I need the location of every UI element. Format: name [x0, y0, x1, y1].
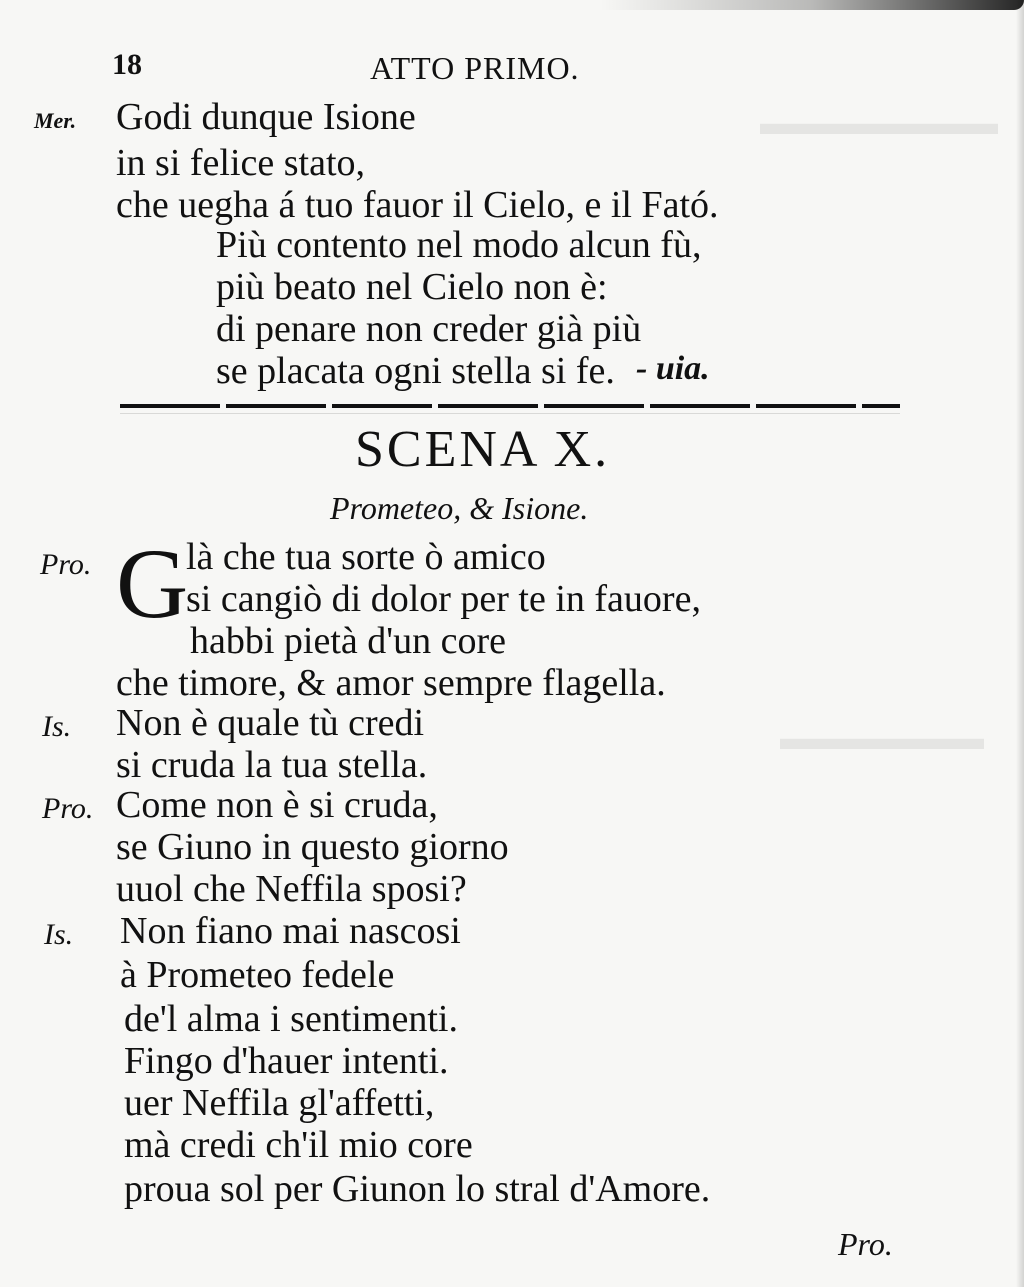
verse-line: si cruda la tua stella.	[116, 744, 428, 786]
verse-line: proua sol per Giunon lo stral d'Amore.	[124, 1168, 711, 1210]
verse-line: che timore, & amor sempre flagella.	[116, 662, 666, 704]
speaker-label: Pro.	[40, 548, 92, 581]
exit-marker: - uia.	[636, 350, 710, 387]
verse-line: Come non è si cruda,	[116, 784, 438, 826]
verse-line: se placata ogni stella si fe.	[216, 350, 615, 392]
verse-line: mà credi ch'il mio core	[124, 1124, 473, 1166]
verse-line: de'l alma i sentimenti.	[124, 998, 458, 1040]
verse-line: Non è quale tù credi	[116, 702, 425, 744]
page-number: 18	[112, 48, 142, 81]
verse-line: uuol che Neffila sposi?	[116, 868, 467, 910]
verse-line: si cangiò di dolor per te in fauore,	[186, 578, 701, 620]
catchword: Pro.	[838, 1226, 893, 1262]
running-head: ATTO PRIMO.	[370, 50, 580, 86]
bleed-through-text: ▬▬▬▬▬▬	[780, 720, 984, 757]
scene-title: SCENA X.	[355, 421, 611, 478]
verse-line: là che tua sorte ò amico	[186, 536, 546, 578]
verse-line: uer Neffila gl'affetti,	[124, 1082, 435, 1124]
verse-line: Più contento nel modo alcun fù,	[216, 224, 702, 266]
verse-line: habbi pietà d'un core	[190, 620, 507, 662]
page-edge-shadow	[600, 0, 1024, 10]
speaker-label: Is.	[44, 918, 74, 951]
bleed-through-text: ▬▬▬▬▬▬▬	[760, 105, 998, 142]
drop-cap: G	[116, 528, 189, 639]
speaker-label: Pro.	[42, 792, 94, 825]
verse-line: Non fiano mai nascosi	[120, 910, 461, 952]
page-gutter-shadow	[1016, 0, 1024, 1287]
scene-divider-shadow	[120, 413, 900, 414]
verse-line: se Giuno in questo giorno	[116, 826, 509, 868]
verse-line: più beato nel Cielo non è:	[216, 266, 608, 308]
scene-divider-rule	[120, 404, 900, 408]
verse-line: à Prometeo fedele	[120, 954, 395, 996]
scene-characters: Prometeo, & Isione.	[330, 490, 589, 526]
verse-line: Godi dunque Isione	[116, 96, 416, 138]
verse-line: Fingo d'hauer intenti.	[124, 1040, 449, 1082]
speaker-label: Mer.	[34, 108, 77, 133]
verse-line: di penare non creder già più	[216, 308, 642, 350]
speaker-label: Is.	[42, 710, 72, 743]
verse-line: in si felice stato,	[116, 142, 366, 184]
verse-line: che uegha á tuo fauor il Cielo, e il Fató.	[116, 184, 719, 226]
